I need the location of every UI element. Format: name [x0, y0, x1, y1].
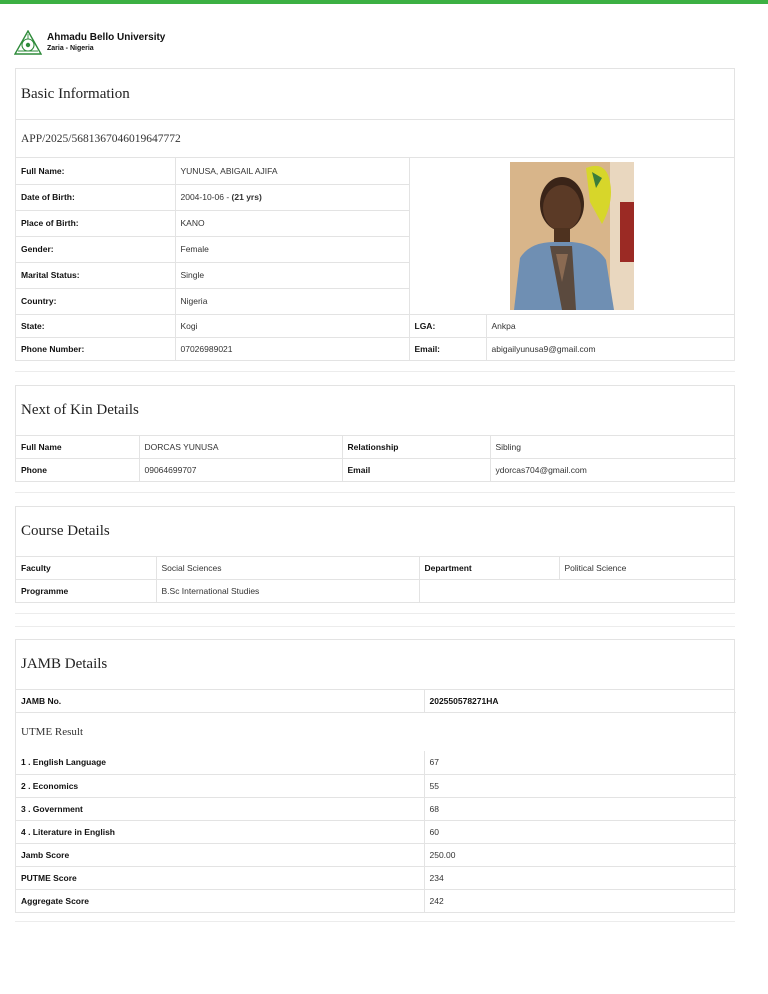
table-row	[16, 690, 736, 712]
kin-email-value: ydorcas704@gmail.com	[490, 458, 736, 481]
jamb-no-value: 202550578271HA	[424, 690, 736, 712]
next-of-kin-card	[15, 385, 735, 482]
dob-label: Date of Birth:	[16, 184, 175, 210]
university-name: Ahmadu Bello University	[47, 32, 166, 43]
result-label: 3 . Government	[16, 797, 424, 820]
jamb-details-table	[16, 690, 736, 912]
result-value: 67	[424, 751, 736, 774]
utme-result-heading-cell	[16, 712, 736, 751]
result-label: 1 . English Language	[16, 751, 424, 774]
kin-relationship-label: Relationship	[342, 436, 490, 458]
country-value: Nigeria	[175, 288, 409, 314]
phone-label: Phone Number:	[16, 337, 175, 360]
university-location: Zaria - Nigeria	[47, 45, 94, 52]
table-row	[16, 797, 736, 820]
top-accent-bar	[0, 0, 768, 4]
course-details-title: Course Details	[16, 507, 734, 557]
kin-full-name-label: Full Name	[16, 436, 139, 458]
full-name-label: Full Name:	[16, 158, 175, 184]
university-brand	[14, 30, 165, 56]
result-value: 234	[424, 866, 736, 889]
application-number: APP/2025/5681367046019647772	[16, 120, 734, 158]
phone-value: 07026989021	[175, 337, 409, 360]
kin-email-label: Email	[342, 458, 490, 481]
gender-label: Gender:	[16, 236, 175, 262]
result-value: 68	[424, 797, 736, 820]
table-row	[16, 843, 736, 866]
lga-label: LGA:	[409, 314, 486, 337]
result-value: 60	[424, 820, 736, 843]
lga-value: Ankpa	[486, 314, 734, 337]
result-label: PUTME Score	[16, 866, 424, 889]
divider	[15, 371, 735, 372]
pob-value: KANO	[175, 210, 409, 236]
pob-label: Place of Birth:	[16, 210, 175, 236]
dob-value	[175, 184, 409, 210]
empty-cell	[419, 579, 736, 602]
full-name-value: YUNUSA, ABIGAIL AJIFA	[175, 158, 409, 184]
table-row	[16, 337, 734, 360]
programme-label: Programme	[16, 579, 156, 602]
divider	[15, 492, 735, 493]
jamb-details-title: JAMB Details	[16, 640, 734, 690]
applicant-photo	[510, 162, 634, 310]
table-row	[16, 314, 734, 337]
table-row	[16, 712, 736, 751]
divider	[15, 921, 735, 922]
result-label: 2 . Economics	[16, 774, 424, 797]
result-value: 250.00	[424, 843, 736, 866]
marital-status-value: Single	[175, 262, 409, 288]
table-row	[16, 774, 736, 797]
age-value: (21 yrs)	[231, 192, 262, 202]
state-value: Kogi	[175, 314, 409, 337]
faculty-value: Social Sciences	[156, 557, 419, 579]
next-of-kin-title: Next of Kin Details	[16, 386, 734, 436]
table-row	[16, 751, 736, 774]
divider	[15, 613, 735, 614]
result-label: Aggregate Score	[16, 889, 424, 912]
basic-information-table	[16, 158, 734, 360]
kin-full-name-value: DORCAS YUNUSA	[139, 436, 342, 458]
kin-phone-label: Phone	[16, 458, 139, 481]
table-row	[16, 866, 736, 889]
country-label: Country:	[16, 288, 175, 314]
utme-result-heading: UTME Result	[21, 725, 84, 738]
applicant-photo-image	[510, 162, 634, 310]
table-row	[16, 458, 736, 481]
result-value: 242	[424, 889, 736, 912]
email-label: Email:	[409, 337, 486, 360]
jamb-no-label: JAMB No.	[16, 690, 424, 712]
table-row	[16, 820, 736, 843]
gender-value: Female	[175, 236, 409, 262]
table-row	[16, 436, 736, 458]
table-row	[16, 557, 736, 579]
photo-cell	[409, 158, 734, 314]
basic-information-title: Basic Information	[16, 69, 734, 120]
dob-date: 2004-10-06 -	[180, 192, 232, 202]
state-label: State:	[16, 314, 175, 337]
result-value: 55	[424, 774, 736, 797]
basic-information-card	[15, 68, 735, 361]
table-row	[16, 889, 736, 912]
department-value: Political Science	[559, 557, 736, 579]
course-details-card	[15, 506, 735, 603]
utme-results	[16, 751, 736, 912]
marital-status-label: Marital Status:	[16, 262, 175, 288]
department-label: Department	[419, 557, 559, 579]
result-label: Jamb Score	[16, 843, 424, 866]
table-row	[16, 579, 736, 602]
university-logo-icon	[14, 30, 42, 56]
faculty-label: Faculty	[16, 557, 156, 579]
email-value: abigailyunusa9@gmail.com	[486, 337, 734, 360]
course-details-table	[16, 557, 736, 602]
programme-value: B.Sc International Studies	[156, 579, 419, 602]
next-of-kin-table	[16, 436, 736, 481]
jamb-details-card	[15, 639, 735, 913]
divider	[15, 626, 735, 627]
table-row	[16, 158, 734, 184]
result-label: 4 . Literature in English	[16, 820, 424, 843]
kin-relationship-value: Sibling	[490, 436, 736, 458]
kin-phone-value: 09064699707	[139, 458, 342, 481]
